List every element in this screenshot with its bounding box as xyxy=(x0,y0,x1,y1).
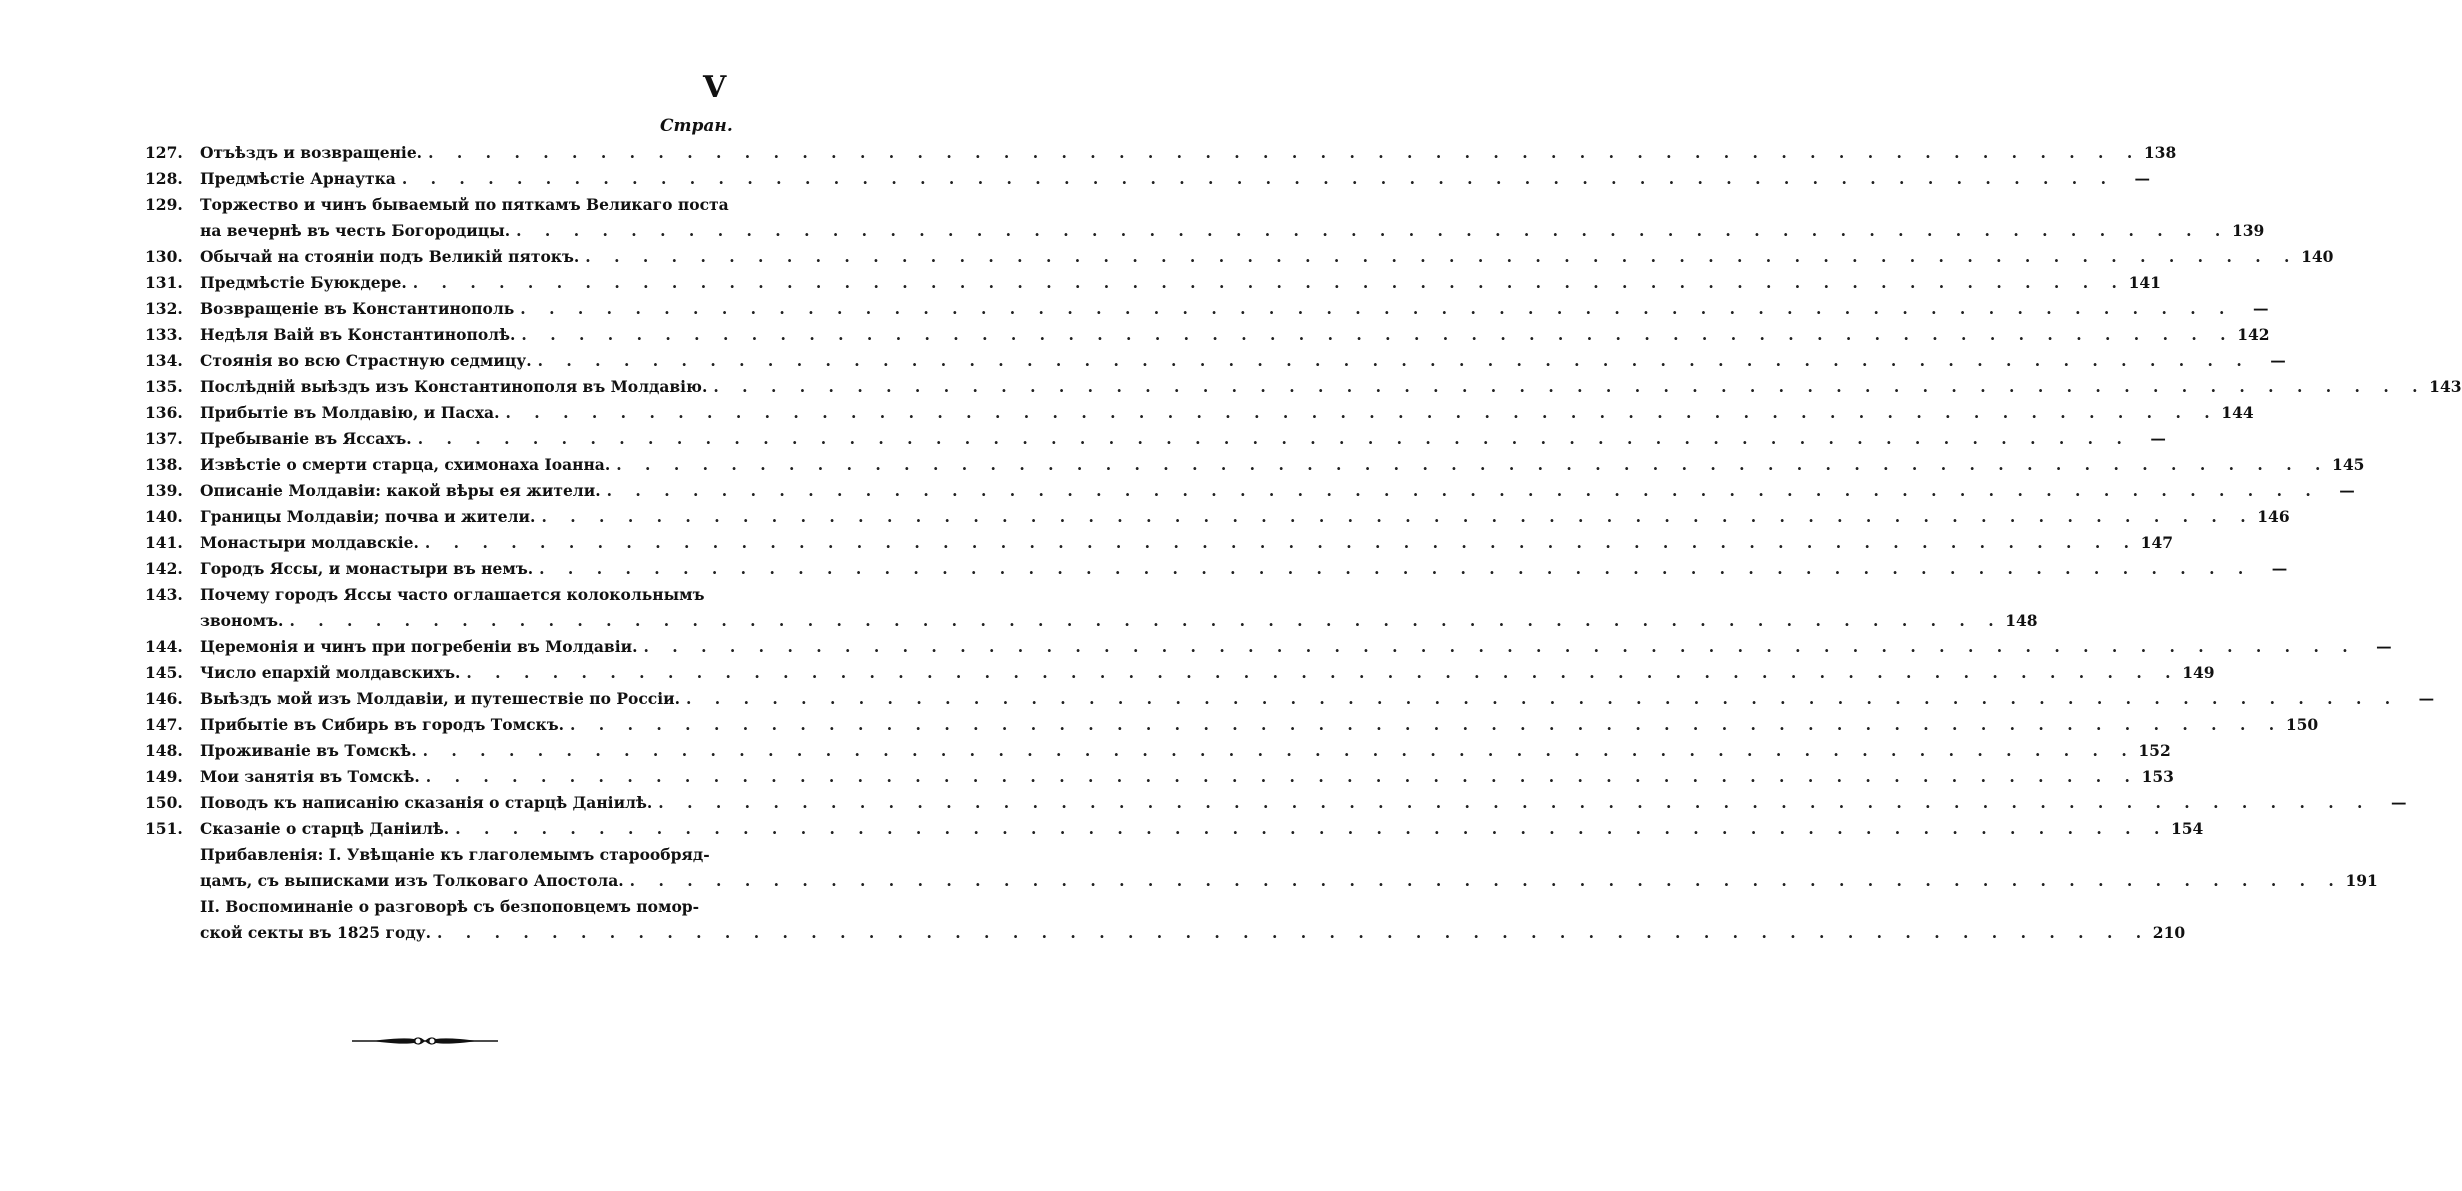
entry-page: 140 xyxy=(2301,247,2334,266)
entry-page: 141 xyxy=(2128,273,2161,292)
appendix-entries xyxy=(145,842,2378,946)
dot-leader: . . . . . . . . . . . . . . . . . . . . . . . . . . . . . . . . . . . . . . . . . . . . . . . . . . . . . . . . . . . . xyxy=(616,455,2330,474)
entry-body xyxy=(200,634,2392,660)
entry-number: 147. xyxy=(145,715,183,734)
entry-line xyxy=(200,530,2173,556)
dot-leader: . . . . . . . . . . . . . . . . . . . . . . . . . . . . . . . . . . . . . . . . . . . . . . . . . . . . . . . . . . . . xyxy=(606,481,2320,500)
entry-number: 149. xyxy=(145,767,183,786)
entry-page: 154 xyxy=(2170,819,2204,838)
entry-body xyxy=(200,504,2290,530)
entry-body xyxy=(200,790,2406,816)
entry-page: 148 xyxy=(2005,611,2038,630)
entry-title: Поводъ къ написанію сказанія о старцѣ Даніилѣ. xyxy=(200,793,653,812)
dot-leader: . . . . . . . . . . . . . . . . . . . . . . . . . . . . . . . . . . . . . . . . . . . . . . . . . . . . . . . . . . . . xyxy=(401,169,2115,188)
entry-title: Прибавленія: I. Увѣщаніе къ глаголемымъ старообряд- xyxy=(200,845,710,864)
entry-title: II. Воспоминаніе о разговорѣ съ безпоповцемъ помор- xyxy=(200,897,700,916)
dot-leader: . . . . . . . . . . . . . . . . . . . . . . . . . . . . . . . . . . . . . . . . . . . . . . . . . . . . . . . . . . . . xyxy=(505,403,2219,422)
entry-title: Прибытіе въ Сибирь въ городъ Томскъ. xyxy=(200,715,565,734)
entry-title: Почему городъ Яссы часто оглашается колокольнымъ xyxy=(200,585,705,604)
entry-body xyxy=(200,660,2215,686)
entry-page: 145 xyxy=(2332,455,2365,474)
entry-page: 144 xyxy=(2221,403,2254,422)
entry-body xyxy=(200,374,2462,400)
entry-line xyxy=(200,218,2264,244)
entry-line xyxy=(200,296,2268,322)
entry-title: Возвращеніе въ Константинополь xyxy=(200,299,515,318)
entry-body xyxy=(200,426,2166,452)
entry-line xyxy=(200,400,2254,426)
entry-line xyxy=(200,842,730,868)
entry-title: Проживаніе въ Томскѣ. xyxy=(200,741,417,760)
entry-title: Отъѣздъ и возвращеніе. xyxy=(200,143,423,162)
entry-body xyxy=(200,582,2038,634)
toc-entry xyxy=(145,478,2355,504)
entry-title: Предмѣстіе Буюкдере. xyxy=(200,273,407,292)
dot-leader: . . . . . . . . . . . . . . . . . . . . . . . . . . . . . . . . . . . . . . . . . . . . . . . . . . . . . . . . . . . . xyxy=(570,715,2284,734)
dot-leader: . . . . . . . . . . . . . . . . . . . . . . . . . . . . . . . . . . . . . . . . . . . . . . . . . . . . . . . . . . . . xyxy=(428,143,2142,162)
entry-body xyxy=(200,452,2364,478)
toc-entry xyxy=(145,660,2215,686)
toc-entry xyxy=(145,764,2174,790)
entry-title: Прибытіе въ Молдавію, и Пасха. xyxy=(200,403,500,422)
entry-line xyxy=(200,478,2355,504)
entry-body xyxy=(200,738,2171,764)
entry-line xyxy=(200,192,2264,218)
dot-leader: . . . . . . . . . . . . . . . . . . . . . . . . . . . . . . . . . . . . . . . . . . . . . . . . . . . . . . . . . . . . xyxy=(585,247,2299,266)
dot-leader: . . . . . . . . . . . . . . . . . . . . . . . . . . . . . . . . . . . . . . . . . . . . . . . . . . . . . . . . . . . . xyxy=(658,793,2372,812)
dot-leader: . . . . . . . . . . . . . . . . . . . . . . . . . . . . . . . . . . . . . . . . . . . . . . . . . . . . . . . . . . . . xyxy=(539,559,2253,578)
entry-title: Описаніе Молдавіи: какой вѣры ея жители. xyxy=(200,481,601,500)
entry-number: 144. xyxy=(145,637,183,656)
entry-number: 127. xyxy=(145,143,183,162)
entry-number: 146. xyxy=(145,689,183,708)
entry-number: 143. xyxy=(145,585,183,604)
dot-leader: . . . . . . . . . . . . . . . . . . . . . . . . . . . . . . . . . . . . . . . . . . . . . . . . . . . . . . . . . . . . xyxy=(417,429,2131,448)
entry-line xyxy=(200,504,2290,530)
entry-page: 153 xyxy=(2141,767,2174,786)
entry-page: 138 xyxy=(2143,143,2177,162)
entry-number: 141. xyxy=(145,533,183,552)
dot-leader: . . . . . . . . . . . . . . . . . . . . . . . . . . . . . . . . . . . . . . . . . . . . . . . . . . . . . . . . . . . . xyxy=(643,637,2357,656)
dot-leader: . . . . . . . . . . . . . . . . . . . . . . . . . . . . . . . . . . . . . . . . . . . . . . . . . . . . . . . . . . . . xyxy=(455,819,2169,838)
entry-page: — xyxy=(2271,559,2288,578)
column-header: Стран. xyxy=(660,116,733,136)
entry-page: — xyxy=(2270,351,2286,370)
entry-line xyxy=(200,556,2287,582)
entry-page: — xyxy=(2376,637,2392,656)
entry-title: Извѣстіе о смерти старца, схимонаха Іоанна. xyxy=(200,455,611,474)
entry-title: Число епархій молдавскихъ. xyxy=(200,663,461,682)
toc-entry xyxy=(145,322,2270,348)
entry-title: ской секты въ 1825 году. xyxy=(200,923,431,942)
toc-entry xyxy=(145,738,2171,764)
entry-page: 150 xyxy=(2285,715,2319,734)
entry-title: Выѣздъ мой изъ Молдавіи, и путешествіе по Россіи. xyxy=(200,689,680,708)
entry-number: 136. xyxy=(145,403,183,422)
entry-line xyxy=(200,166,2150,192)
entry-line xyxy=(200,634,2392,660)
entry-body xyxy=(200,400,2254,426)
entry-number: 145. xyxy=(145,663,183,682)
entry-title: Мои занятія въ Томскѣ. xyxy=(200,767,420,786)
entry-number: 130. xyxy=(145,247,183,266)
entry-page: — xyxy=(2418,689,2435,708)
entry-number: 134. xyxy=(145,351,183,370)
entry-page: — xyxy=(2150,429,2166,448)
entry-page: — xyxy=(2390,793,2407,812)
entry-title: цамъ, съ выписками изъ Толковаго Апостола. xyxy=(200,871,624,890)
table-of-contents xyxy=(145,140,2462,946)
dot-leader: . . . . . . . . . . . . . . . . . . . . . . . . . . . . . . . . . . . . . . . . . . . . . . . . . . . . . . . . . . . . xyxy=(412,273,2126,292)
toc-entry xyxy=(145,530,2174,556)
entry-body xyxy=(200,686,2434,712)
toc-entry xyxy=(145,556,2288,582)
entry-page: 149 xyxy=(2182,663,2215,682)
entry-page: — xyxy=(2339,481,2355,500)
dot-leader: . . . . . . . . . . . . . . . . . . . . . . . . . . . . . . . . . . . . . . . . . . . . . . . . . . . . . . . . . . . . xyxy=(516,221,2230,240)
entry-number: 150. xyxy=(145,793,183,812)
entry-line xyxy=(200,452,2364,478)
entry-line xyxy=(200,426,2166,452)
entry-body xyxy=(200,166,2150,192)
entry-line xyxy=(200,686,2434,712)
appendix-entry xyxy=(200,842,2378,894)
toc-entry xyxy=(145,816,2204,842)
dot-leader: . . . . . . . . . . . . . . . . . . . . . . . . . . . . . . . . . . . . . . . . . . . . . . . . . . . . . . . . . . . . xyxy=(424,533,2139,552)
entry-line xyxy=(200,374,2462,400)
entry-title: Границы Молдавіи; почва и жители. xyxy=(200,507,536,526)
entry-body xyxy=(200,478,2355,504)
entry-line xyxy=(200,608,2038,634)
entry-page: 143 xyxy=(2429,377,2462,396)
entry-line xyxy=(200,322,2270,348)
entry-body xyxy=(200,764,2174,790)
entry-page: 146 xyxy=(2257,507,2290,526)
entry-title: Городъ Яссы, и монастыри въ немъ. xyxy=(200,559,534,578)
entry-title: Послѣдній выѣздъ изъ Константинополя въ Молдавію. xyxy=(200,377,708,396)
entry-body xyxy=(200,270,2161,296)
toc-entry xyxy=(145,166,2150,192)
entry-title: звономъ. xyxy=(200,611,284,630)
entry-line xyxy=(200,738,2171,764)
entry-line xyxy=(200,790,2406,816)
entry-number: 129. xyxy=(145,195,183,214)
entry-line xyxy=(200,816,2203,842)
entry-body xyxy=(200,296,2268,322)
entry-line xyxy=(200,764,2174,790)
toc-entry xyxy=(145,452,2365,478)
entry-line xyxy=(200,660,2215,686)
entry-body xyxy=(200,556,2287,582)
toc-entry xyxy=(145,712,2319,738)
toc-entry xyxy=(145,270,2161,296)
entry-body xyxy=(200,816,2203,842)
dot-leader: . . . . . . . . . . . . . . . . . . . . . . . . . . . . . . . . . . . . . . . . . . . . . . . . . . . . . . . . . . . . xyxy=(521,325,2235,344)
entry-body xyxy=(200,322,2270,348)
entry-line xyxy=(200,244,2333,270)
entry-title: Обычай на стояніи подъ Великій пятокъ. xyxy=(200,247,580,266)
entry-title: Предмѣстіе Арнаутка xyxy=(200,169,396,188)
dot-leader: . . . . . . . . . . . . . . . . . . . . . . . . . . . . . . . . . . . . . . . . . . . . . . . . . . . . . . . . . . . . xyxy=(436,923,2151,942)
dot-leader: . . . . . . . . . . . . . . . . . . . . . . . . . . . . . . . . . . . . . . . . . . . . . . . . . . . . . . . . . . . . xyxy=(466,663,2180,682)
entry-number: 131. xyxy=(145,273,183,292)
entry-number: 133. xyxy=(145,325,183,344)
entry-line xyxy=(200,270,2161,296)
entry-title: Недѣля Ваій въ Константинополѣ. xyxy=(200,325,516,344)
entry-line xyxy=(200,920,2186,946)
dot-leader: . . . . . . . . . . . . . . . . . . . . . . . . . . . . . . . . . . . . . . . . . . . . . . . . . . . . . . . . . . . . xyxy=(686,689,2400,708)
toc-entry xyxy=(145,140,2177,166)
toc-entry xyxy=(145,244,2334,270)
entry-body xyxy=(200,192,2264,244)
entry-number: 138. xyxy=(145,455,183,474)
decorative-ornament xyxy=(352,1031,498,1051)
dot-leader: . . . . . . . . . . . . . . . . . . . . . . . . . . . . . . . . . . . . . . . . . . . . . . . . . . . . . . . . . . . . xyxy=(520,299,2234,318)
entry-page: 152 xyxy=(2138,741,2171,760)
entry-title: Монастыри молдавскіе. xyxy=(200,533,419,552)
entry-number: 148. xyxy=(145,741,183,760)
dot-leader: . . . . . . . . . . . . . . . . . . . . . . . . . . . . . . . . . . . . . . . . . . . . . . . . . . . . . . . . . . . . xyxy=(422,741,2136,760)
dot-leader: . . . . . . . . . . . . . . . . . . . . . . . . . . . . . . . . . . . . . . . . . . . . . . . . . . . . . . . . . . . . xyxy=(541,507,2255,526)
toc-entry xyxy=(145,400,2254,426)
entry-body xyxy=(200,140,2176,166)
entry-line xyxy=(200,868,2378,894)
dot-leader: . . . . . . . . . . . . . . . . . . . . . . . . . . . . . . . . . . . . . . . . . . . . . . . . . . . . . . . . . . . . xyxy=(629,871,2343,890)
entry-title: Торжество и чинъ бываемый по пяткамъ Великаго поста xyxy=(200,195,729,214)
appendix-entry xyxy=(200,894,2186,946)
entry-body xyxy=(200,530,2173,556)
entry-number: 140. xyxy=(145,507,183,526)
entry-title: Стоянія во всю Страстную седмицу. xyxy=(200,351,532,370)
entry-number: 128. xyxy=(145,169,183,188)
entry-page: — xyxy=(2134,169,2150,188)
toc-entry xyxy=(145,790,2407,816)
toc-entry xyxy=(145,504,2290,530)
entry-line xyxy=(200,712,2318,738)
entry-number: 142. xyxy=(145,559,183,578)
entry-title: Сказаніе о старцѣ Даніилѣ. xyxy=(200,819,450,838)
entry-title: Церемонія и чинъ при погребеніи въ Молдавіи. xyxy=(200,637,638,656)
entry-number: 137. xyxy=(145,429,183,448)
entry-line xyxy=(200,894,730,920)
entry-page: 139 xyxy=(2231,221,2265,240)
entry-page: — xyxy=(2252,299,2269,318)
entry-title: Пребываніе въ Яссахъ. xyxy=(200,429,412,448)
toc-entry xyxy=(145,426,2166,452)
entry-line xyxy=(200,582,2038,608)
toc-entry xyxy=(145,686,2435,712)
toc-entry xyxy=(145,634,2392,660)
entry-body xyxy=(200,712,2318,738)
dot-leader: . . . . . . . . . . . . . . . . . . . . . . . . . . . . . . . . . . . . . . . . . . . . . . . . . . . . . . . . . . . . xyxy=(289,611,2003,630)
entry-number: 139. xyxy=(145,481,183,500)
page-number: V xyxy=(703,70,728,105)
toc-entry xyxy=(145,582,2038,634)
entry-body xyxy=(200,348,2286,374)
dot-leader: . . . . . . . . . . . . . . . . . . . . . . . . . . . . . . . . . . . . . . . . . . . . . . . . . . . . . . . . . . . . xyxy=(425,767,2139,786)
entry-title: на вечернѣ въ честь Богородицы. xyxy=(200,221,511,240)
toc-entry xyxy=(145,348,2286,374)
toc-entry xyxy=(145,296,2269,322)
dot-leader: . . . . . . . . . . . . . . . . . . . . . . . . . . . . . . . . . . . . . . . . . . . . . . . . . . . . . . . . . . . . xyxy=(713,377,2427,396)
entry-line xyxy=(200,348,2286,374)
entry-page: 210 xyxy=(2152,923,2186,942)
entry-page: 191 xyxy=(2345,871,2378,890)
entry-number: 135. xyxy=(145,377,183,396)
entry-page: 147 xyxy=(2140,533,2174,552)
toc-entry xyxy=(145,374,2462,400)
toc-entry xyxy=(145,192,2265,244)
entry-page: 142 xyxy=(2237,325,2270,344)
entry-number: 151. xyxy=(145,819,183,838)
toc-entries xyxy=(145,140,2462,842)
dot-leader: . . . . . . . . . . . . . . . . . . . . . . . . . . . . . . . . . . . . . . . . . . . . . . . . . . . . . . . . . . . . xyxy=(537,351,2251,370)
entry-number: 132. xyxy=(145,299,183,318)
entry-line xyxy=(200,140,2176,166)
entry-body xyxy=(200,244,2333,270)
